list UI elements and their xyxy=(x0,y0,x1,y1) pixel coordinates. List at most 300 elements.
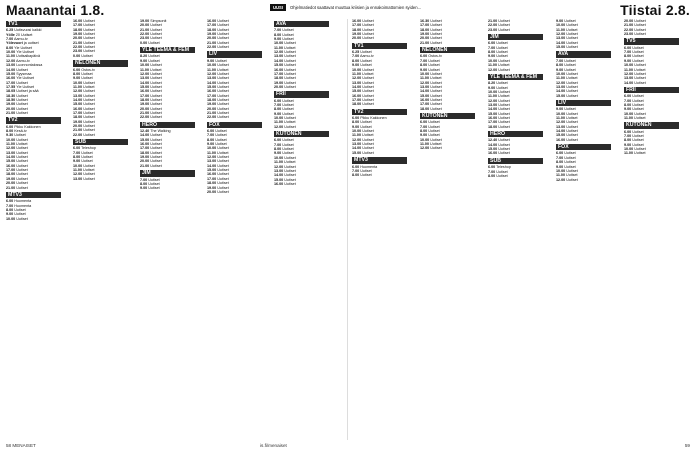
program-entry: 7.00 Uutiset xyxy=(420,124,440,129)
program-entry: 11.00 Uutiset xyxy=(556,76,578,81)
program-entry: 11.00 Uutiset xyxy=(420,142,442,147)
page-title-right: Tiistai 2.8. xyxy=(620,2,690,18)
program-entry: 15.00 Uutiset xyxy=(420,93,442,98)
program-entry: 16.00 Uutiset xyxy=(488,116,510,120)
program-entry: 20.00 Uutiset xyxy=(207,189,229,194)
program-entry: 15.00 Uutiset xyxy=(352,89,374,94)
program-entry: 10.00 Uutiset xyxy=(420,137,442,142)
program-entry: 15.00 Uutiset xyxy=(207,84,229,89)
program-entry: 10.00 Uutiset xyxy=(274,41,296,46)
program-entry: 21.00 Uutiset xyxy=(624,23,646,28)
program-entry: 7.00 Aamu-tv xyxy=(6,37,28,42)
program-entry: 19.00 Uutiset xyxy=(73,32,95,37)
program-entry: 15.00 Uutiset xyxy=(140,84,162,89)
program-entry: 8.00 Uutiset xyxy=(140,181,160,186)
program-entry: 21.00 Uutiset xyxy=(140,27,162,32)
program-entry: 6.25 Uutiset xyxy=(352,50,372,55)
program-entry: 18.00 Uutiset xyxy=(140,150,162,155)
program-entry: 17.00 Uutiset xyxy=(73,23,95,28)
program-entry: 21.00 Uutiset xyxy=(73,40,95,45)
program-entry: 17.00 Uutiset xyxy=(140,146,162,151)
program-entry: 12.40 Uutiset xyxy=(488,138,510,143)
program-entry: 8.20 Uutiset xyxy=(140,54,160,59)
program-entry: 11.00 Uutiset xyxy=(624,116,646,120)
listing-column xyxy=(6,19,61,439)
program-entry: 12.00 Uutiset xyxy=(556,120,578,125)
program-entry: 18.00 Uutiset xyxy=(207,27,229,32)
program-entry: 7.00 Uutiset xyxy=(624,50,644,55)
program-entry: 20.00 Uutiset xyxy=(352,36,374,41)
program-entry: 10.00 Uutiset xyxy=(556,111,578,116)
program-entry: 12.00 Uutiset xyxy=(420,146,442,151)
program-entry: 12.00 Uutiset xyxy=(73,172,95,177)
program-entry: 12.00 Uutiset xyxy=(274,50,296,55)
program-entry: 15.00 Uutiset xyxy=(6,159,28,164)
program-entry: 14.00 Uutiset xyxy=(556,89,578,94)
program-entry: 20.00 Uutiset xyxy=(6,106,28,111)
program-entry: 6.00 Uutiset xyxy=(624,129,644,134)
program-entry: 17.00 Uutiset xyxy=(6,168,28,173)
program-entry: 0.00 Uutiset xyxy=(73,53,93,58)
program-entry: 10.00 Uutiset xyxy=(274,155,296,160)
listing-column xyxy=(274,19,329,439)
program-entry: 11.00 Uutiset xyxy=(420,76,442,81)
program-entry: 8.00 Uutiset xyxy=(207,137,227,142)
program-entry: 11.00 Uutiset xyxy=(556,173,578,178)
program-entry: 22.00 Uutiset xyxy=(207,115,229,120)
program-entry: 6.00 Uutiset xyxy=(420,120,440,125)
program-entry: 8.00 Uutiset xyxy=(624,54,644,59)
program-entry: 15.00 Uutiset xyxy=(488,111,510,116)
listing-column xyxy=(488,19,543,439)
program-entry: 16.00 Uutiset xyxy=(274,181,296,186)
program-entry: 10.00 Uutiset xyxy=(556,168,578,173)
channel-header: AVA xyxy=(556,51,611,57)
program-entry: 9.00 Uutiset xyxy=(624,58,644,63)
program-entry: 8.00 Uutiset xyxy=(274,32,294,37)
program-entry: 21.00 Uutiset xyxy=(140,163,162,168)
program-entry: 10.00 Uutiset xyxy=(73,163,95,168)
channel-header: LIV xyxy=(556,100,611,106)
program-entry: 7.00 Uutiset xyxy=(556,155,576,160)
program-entry: 9.00 Uutiset xyxy=(73,76,93,81)
program-entry: 17.00 Uutiset xyxy=(420,102,442,107)
program-entry: 21.00 Uutiset xyxy=(420,40,442,45)
channel-header: FOX xyxy=(207,122,262,128)
channel-header: NELONEN xyxy=(73,60,128,66)
program-entry: 10.00 Uutiset xyxy=(556,71,578,76)
program-entry: 20.00 Uutiset xyxy=(624,19,646,23)
channel-header: MTV3 xyxy=(352,157,407,163)
program-entry: 12.00 Uutiset xyxy=(352,137,374,142)
program-entry: 13.00 Uutiset xyxy=(207,159,229,164)
program-entry: 13.00 Uutiset xyxy=(274,168,296,173)
program-entry: 10.00 Uutiset xyxy=(352,67,374,72)
program-entry: 9.00 Uutiset xyxy=(140,186,160,191)
program-entry: 16.00 Uutiset xyxy=(488,151,510,156)
program-entry: 9.00 Uutiset xyxy=(488,54,508,59)
program-entry: 14.00 Uutiset xyxy=(140,80,162,85)
program-entry: 16.00 Uutiset xyxy=(420,97,442,102)
program-entry: 6.00 Huomenta xyxy=(352,164,378,169)
program-entry: 18.30 Uutiset xyxy=(6,93,28,98)
listing-column xyxy=(207,19,262,439)
program-entry: 13.00 Uutiset xyxy=(73,93,95,98)
program-entry: 18.00 Uutiset xyxy=(352,27,374,32)
program-entry: 16.00 Uutiset xyxy=(73,19,95,23)
program-entry: 7.00 Uutiset xyxy=(140,177,160,182)
program-entry: 17.00 Uutiset xyxy=(352,23,374,28)
program-entry: 8.00 Uutiset xyxy=(352,120,372,125)
channel-header: TV5 xyxy=(624,38,679,44)
program-entry: 14.00 Uutiset xyxy=(207,163,229,168)
channel-header: MTV3 xyxy=(6,192,61,198)
program-entry: 20.00 Uutiset xyxy=(6,181,28,186)
program-entry: 11.00 Uutiset xyxy=(624,67,646,72)
channel-header: YLE TEEMA & FEM xyxy=(488,74,543,80)
program-entry: 15.00 Uutiset xyxy=(556,93,578,98)
program-entry: 8.00 Yle Uutiset xyxy=(6,45,32,50)
program-entry: 6.00 Pikku Kakkonen xyxy=(6,124,41,129)
program-entry: 7.00 Uutiset xyxy=(488,169,508,174)
channel-header: KUTONEN xyxy=(274,131,329,137)
program-entry: 16.00 Yle Uutiset xyxy=(6,76,35,81)
program-entry: 15.00 Uutiset xyxy=(140,137,162,142)
program-entry: 9.00 Uutiset xyxy=(352,124,372,129)
program-entry: 14.00 Uutiset xyxy=(420,89,442,94)
program-entry: 11.00 Uutiset xyxy=(352,71,374,76)
program-entry: 7.00 Uutiset xyxy=(274,142,294,147)
program-entry: 13.00 Uutiset xyxy=(274,54,296,59)
program-entry: 7.00 Uutiset xyxy=(420,58,440,63)
program-entry: 18.00 Uutiset xyxy=(207,97,229,102)
program-entry: 19.00 Uutiset xyxy=(6,102,28,107)
listing-column xyxy=(73,19,128,439)
page-title-left: Maanantai 1.8. xyxy=(6,2,105,18)
program-entry: 11.00 Uutiset xyxy=(6,142,28,147)
program-entry: 10.00 Uutiset xyxy=(73,80,95,85)
program-entry: 6.00 Teleshop xyxy=(73,146,96,151)
program-entry: 9.00 Uutiset xyxy=(556,107,576,112)
program-entry: 13.00 Uutiset xyxy=(140,76,162,81)
program-entry: 11.00 Uutisaikapäivä xyxy=(6,54,41,59)
program-entry: 18.05 Uutiset ja sää xyxy=(6,89,39,94)
listing-column xyxy=(624,19,679,439)
program-entry: 8.00 Uutiset xyxy=(274,107,294,112)
program-entry: 16.00 Uutiset xyxy=(140,142,162,147)
program-entry: 17.55 Yle Uutiset xyxy=(6,84,35,89)
program-entry: 11.00 Uutiset xyxy=(624,151,646,156)
program-entry: 10.00 Uutiset xyxy=(6,216,28,221)
program-entry: 7.00 Uutiset xyxy=(488,45,508,50)
program-entry: 15.00 Syysmaa xyxy=(6,71,32,76)
program-entry: 11.00 Uutiset xyxy=(556,27,578,32)
program-entry: 14.00 Uutiset xyxy=(488,107,510,112)
program-entry: 15.00 Uutiset xyxy=(274,63,296,68)
program-entry: 7.00 Aamu-tv xyxy=(352,54,374,59)
program-entry: 15.00 Uutiset xyxy=(352,150,374,155)
program-entry: 7.00 Uutiset xyxy=(274,28,294,33)
program-entry: 9.00 Uutiset xyxy=(352,63,372,68)
program-entry: 8.00 Uutiset xyxy=(352,173,372,178)
channel-header: LIV xyxy=(207,51,262,57)
program-entry: 7.00 Uutiset xyxy=(624,134,644,139)
program-entry: 12.40 The Walking xyxy=(140,129,171,134)
program-entry: 10.00 Uutiset xyxy=(624,147,646,152)
channel-header: YLE TEEMA & FEM xyxy=(140,47,195,53)
program-entry: 21.00 Uutiset xyxy=(73,128,95,133)
program-entry: 16.00 Uutiset xyxy=(556,137,578,142)
channel-header: HERO xyxy=(488,131,543,137)
channel-header: SUB xyxy=(73,139,128,145)
program-entry: 22.00 Uutiset xyxy=(73,132,95,137)
program-entry: 21.00 Uutiset xyxy=(488,19,510,23)
program-entry: 16.00 Uutiset xyxy=(207,19,229,23)
program-entry: 23.00 Uutiset xyxy=(140,36,162,41)
program-entry: 17.00 Uutiset xyxy=(488,120,510,125)
program-entry: 13.00 Luonnontalossa xyxy=(6,63,43,68)
program-entry: 18.00 Uutiset xyxy=(352,102,374,107)
program-entry: 12.00 Uutiset xyxy=(624,71,646,76)
program-entry: 15.00 Uutiset xyxy=(207,168,229,173)
program-entry: 19.00 Uutiset xyxy=(420,32,442,37)
channel-header: TV1 xyxy=(352,43,407,49)
program-entry: 7.00 Uutiset xyxy=(352,168,372,173)
program-entry: 10.00 Uutiset xyxy=(488,58,510,63)
program-entry: 16.00 Uutiset xyxy=(352,19,374,23)
program-entry: 19.00 Uutiset xyxy=(140,155,162,160)
program-entry: 19.00 Uutiset xyxy=(207,102,229,107)
channel-header: TV2 xyxy=(352,109,407,115)
program-entry: 11.00 Uutiset xyxy=(556,116,578,120)
program-entry: 14.00 Uutiset xyxy=(207,80,229,85)
program-entry: 14.00 Uutiset xyxy=(624,80,646,85)
program-entry: 18.00 Uutiset xyxy=(420,106,442,111)
program-entry: 9.00 Uutiset xyxy=(488,85,508,90)
program-entry: 17.00 Uutiset xyxy=(73,110,95,115)
program-entry: 16.00 Uutiset xyxy=(352,93,374,98)
program-entry: 16.00 Uutiset xyxy=(207,172,229,177)
program-entry: 16.00 Uutiset xyxy=(73,106,95,111)
program-entry: 14.00 Uutiset xyxy=(352,84,374,89)
program-entry: 12.00 Uutiset xyxy=(556,177,578,182)
channel-header: FRII xyxy=(624,87,679,93)
program-entry: 12.00 Uutiset xyxy=(556,80,578,85)
program-entry: 6.25 Uutisvuosi kaikki xyxy=(6,28,42,33)
program-entry: 14.00 Uutiset xyxy=(352,146,374,151)
program-entry: 8.00 Uutiset xyxy=(556,160,576,165)
listing-column xyxy=(556,19,611,439)
program-entry: 14.00 Uutiset xyxy=(6,155,28,160)
program-entry: 6.00 Huomenta xyxy=(6,199,32,204)
channel-header: KUTONEN xyxy=(420,113,475,119)
program-entry: Yölle 20 Uutiset xyxy=(6,32,33,37)
program-entry: 12.00 Uutiset xyxy=(73,89,95,94)
program-entry: 9.00 Uutiset xyxy=(624,107,644,112)
program-entry: 19.00 Uutiset xyxy=(207,185,229,190)
program-entry: 15.00 Uutiset xyxy=(73,102,95,107)
program-entry: 18.00 Uutiset xyxy=(73,27,95,32)
program-entry: 13.00 Uutiset xyxy=(624,76,646,81)
program-entry: 20.00 Uutiset xyxy=(140,106,162,111)
program-entry: 19.00 Uutiset xyxy=(274,80,296,85)
program-entry: 20.00 Uutiset xyxy=(207,106,229,111)
program-entry: 22.00 Uutiset xyxy=(73,45,95,50)
program-entry: 9.00 Uutiset xyxy=(207,58,227,63)
program-entry: 14.00 Uutiset xyxy=(274,58,296,63)
program-entry: 20.00 Uutiset xyxy=(140,23,162,28)
program-entry: 8.00 Uutiset xyxy=(274,147,294,152)
program-entry: 8.00 Kesä-tv xyxy=(6,129,27,134)
program-entry: 18.00 Uutiset xyxy=(488,124,510,129)
program-entry: 12.00 Uutiset xyxy=(488,67,510,72)
program-entry: 11.00 Uutiset xyxy=(488,63,510,68)
program-entry: 13.00 Uutiset xyxy=(556,124,578,129)
channel-header: FOX xyxy=(556,144,611,150)
program-entry: 11.00 Uutiset xyxy=(352,133,374,138)
channel-header: SUB xyxy=(488,158,543,164)
program-entry: 8.00 Uutiset xyxy=(488,50,508,55)
program-entry: 21.00 Uutiset xyxy=(6,110,28,115)
program-entry: 17.00 Uutiset xyxy=(207,93,229,98)
program-entry: 19.00 Uutiset xyxy=(352,32,374,37)
channel-header: TV2 xyxy=(6,117,61,123)
listing-column xyxy=(420,19,475,439)
channel-header: JIM xyxy=(488,34,543,40)
program-entry: 23.00 Uutiset xyxy=(73,49,95,54)
program-entry: 11.00 Uutiset xyxy=(207,150,229,155)
listing-column xyxy=(140,19,195,439)
program-entry: 21.00 Uutiset xyxy=(207,40,229,45)
program-entry: 10.00 Uutiset xyxy=(140,63,162,68)
program-entry: 9.00 Uutiset xyxy=(207,142,227,147)
program-entry: 15.00 Uutiset xyxy=(556,45,578,50)
program-entry: 14.00 Uutiset xyxy=(140,133,162,138)
program-entry: 8.00 Uutiset xyxy=(420,129,440,134)
program-entry: 10.00 Uutiset xyxy=(207,63,229,68)
program-entry: 11.00 Uutiset xyxy=(73,168,95,173)
program-entry: 7.00 Uutiset xyxy=(207,133,227,138)
program-entry: Yölevuori ja uutiset xyxy=(6,41,39,46)
program-entry: 19.00 Uutiset xyxy=(73,119,95,124)
program-entry: 8.00 Uutiset xyxy=(73,155,93,160)
program-entry: 18.00 Uutiset xyxy=(274,76,296,81)
program-entry: 10.00 Yle Uutiset xyxy=(6,50,35,55)
program-entry: 12.00 Uutiset xyxy=(488,98,510,103)
program-entry: 14.00 Uutiset xyxy=(73,97,95,102)
program-entry: 6.00 Uutiset xyxy=(624,94,644,99)
program-entry: 14.00 Uutiset xyxy=(274,173,296,178)
program-entry: 20.00 Uutiset xyxy=(420,36,442,41)
program-entry: 11.00 Uutiset xyxy=(73,84,95,89)
program-entry: 9.30 Uutiset xyxy=(6,133,26,138)
program-entry: 12.00 Uutiset xyxy=(352,76,374,81)
program-entry: 11.00 Uutiset xyxy=(274,160,296,165)
program-entry: 17.00 Uutiset xyxy=(352,97,374,102)
program-entry: 6.00 Uutiset xyxy=(274,138,294,143)
program-entry: 10.00 Uutiset xyxy=(624,111,646,116)
program-entry: 7.00 Uutiset xyxy=(73,150,93,155)
program-entry: 20.00 Uutiset xyxy=(140,159,162,164)
program-entry: 10.00 Uutiset xyxy=(6,137,28,142)
program-entry: 9.00 Uutiset xyxy=(556,19,576,23)
program-entry: 6.00 Teleshop xyxy=(488,165,511,170)
program-entry: 12.00 Uutiset xyxy=(6,146,28,151)
program-entry: 9.00 Uutiset xyxy=(140,58,160,63)
channel-header: AVA xyxy=(274,21,329,27)
program-entry: 10.00 Uutiset xyxy=(488,89,510,94)
program-entry: 9.00 Uutiset xyxy=(420,133,440,138)
program-entry: 13.00 Uutiset xyxy=(488,102,510,107)
program-entry: 23.00 Uutiset xyxy=(488,27,510,32)
program-entry: 11.00 Uutiset xyxy=(140,67,162,72)
program-entry: 19.00 Uutiset xyxy=(6,176,28,181)
program-entry: 20.00 Uutiset xyxy=(207,36,229,41)
program-entry: 15.00 Uutiset xyxy=(274,177,296,182)
program-entry: 8.00 Uutiset xyxy=(556,63,576,68)
channel-header: NELONEN xyxy=(420,47,475,53)
program-entry: 13.00 Uutiset xyxy=(6,150,28,155)
program-entry: 14.00 Uutiset xyxy=(6,67,28,72)
program-entry: 8.00 Uutiset xyxy=(73,71,93,76)
program-entry: 13.00 Uutiset xyxy=(556,36,578,41)
program-entry: 8.00 Uutiset xyxy=(624,102,644,107)
channel-header: JIM xyxy=(140,170,195,176)
page-gutter xyxy=(347,19,348,440)
program-entry: 12.00 Uutiset xyxy=(274,124,296,129)
program-entry: 6.00 Uutiset xyxy=(488,41,508,46)
program-entry: 20.00 Uutiset xyxy=(274,84,296,89)
program-entry: 7.00 Uutiset xyxy=(274,102,294,107)
program-entry: 12.00 Uutiset xyxy=(420,80,442,85)
program-entry: 13.00 Uutiset xyxy=(352,80,374,85)
program-entry: 18.00 Uutiset xyxy=(420,27,442,32)
program-entry: 14.00 Uutiset xyxy=(488,142,510,147)
program-entry: 13.00 Uutiset xyxy=(73,176,95,181)
program-entry: 6.00 Uutiset xyxy=(274,98,294,103)
program-entry: 6.00 Uutiset xyxy=(624,45,644,50)
program-entry: 6.00 Uutiset xyxy=(207,129,227,134)
channel-header: KUTONEN xyxy=(624,122,679,128)
program-entry: 8.00 Uutiset xyxy=(624,138,644,143)
program-entry: 22.00 Uutiset xyxy=(624,27,646,32)
banner xyxy=(270,2,421,12)
program-entry: 16.00 Uutiset xyxy=(207,89,229,94)
program-entry: 22.00 Uutiset xyxy=(207,45,229,50)
program-entry: 6.00 Ostos-tv xyxy=(73,67,95,72)
program-entry: 13.00 Uutiset xyxy=(352,142,374,147)
program-entry: 12.00 Uutiset xyxy=(140,71,162,76)
program-entry: 10.00 Uutiset xyxy=(274,116,296,120)
banner-tag: UUSI xyxy=(270,4,286,11)
program-entry: 19.00 Uutiset xyxy=(140,102,162,107)
program-entry: 6.00 Uutiset xyxy=(556,151,576,156)
program-entry: 9.00 Uutiset xyxy=(556,67,576,72)
program-entry: 11.00 Uutiset xyxy=(488,94,510,99)
program-entry: 6.00 Pikku Kakkonen xyxy=(352,116,387,120)
program-entry: 7.00 Uutiset xyxy=(556,58,576,63)
program-entry: 21.00 Uutiset xyxy=(6,185,28,190)
program-entry: 17.00 Uutiset xyxy=(207,23,229,28)
program-entry: 16.00 Uutiset xyxy=(140,89,162,94)
program-entry: 7.00 Uutiset xyxy=(624,98,644,103)
program-entry: 17.00 Uutiset xyxy=(6,80,28,85)
program-entry: 21.00 Uutiset xyxy=(140,110,162,115)
program-entry: 10.00 Uutiset xyxy=(556,23,578,28)
program-entry: 13.00 Uutiset xyxy=(207,76,229,81)
program-entry: 6.00 Ostos-tv xyxy=(420,54,442,59)
program-entry: 18.00 Uutiset xyxy=(140,97,162,102)
